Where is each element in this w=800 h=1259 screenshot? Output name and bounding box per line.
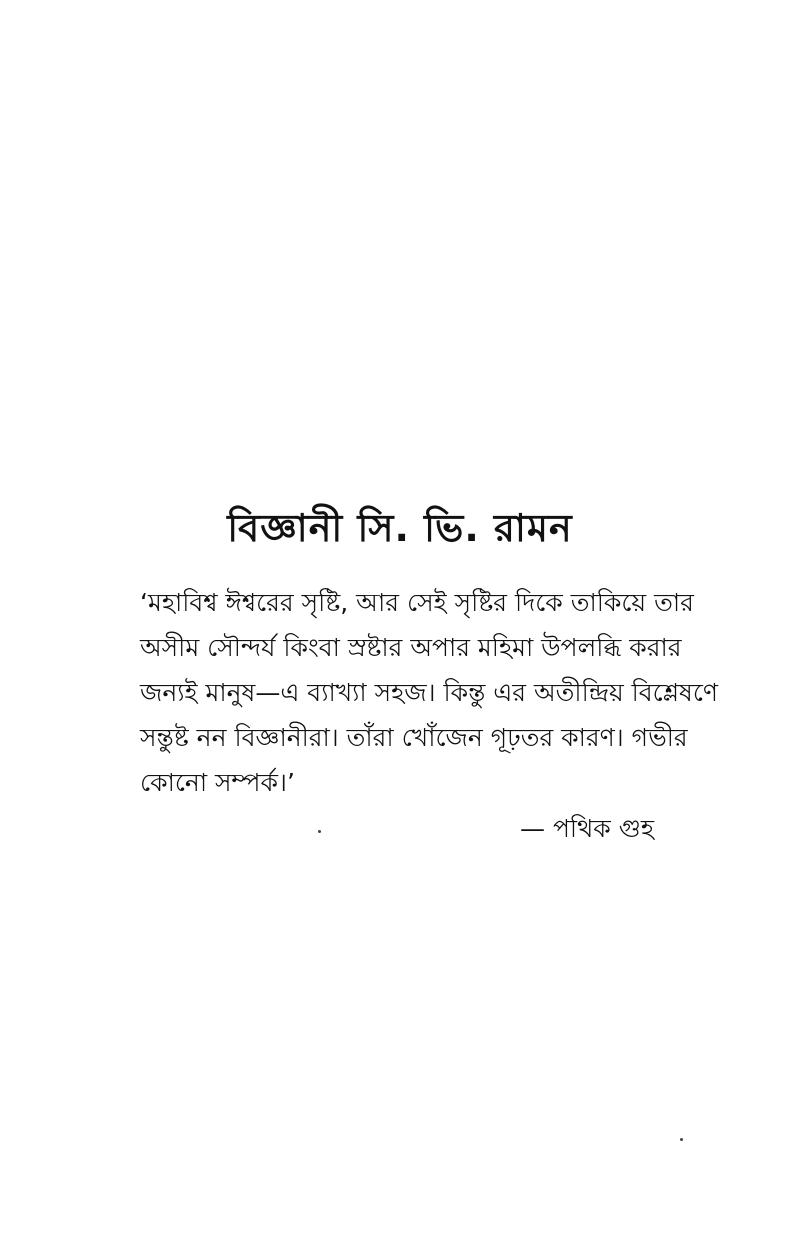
scan-speck — [318, 830, 321, 833]
page-title: বিজ্ঞানী সি. ভি. রামন — [227, 506, 573, 550]
quote-attribution: — পথিক গুহ — [520, 814, 655, 843]
scan-speck — [680, 1138, 683, 1141]
quote-line: কোনো সম্পর্ক।’ — [140, 768, 295, 797]
quote-line: অসীম সৌন্দর্য কিংবা স্রষ্টার অপার মহিমা উপলব্ধি করার — [140, 633, 682, 662]
quote-line: ‘মহাবিশ্ব ঈশ্বরের সৃষ্টি, আর সেই সৃষ্টির দিকে তাকিয়ে তার — [140, 588, 694, 617]
quote-line: সন্তুষ্ট নন বিজ্ঞানীরা। তাঁরা খোঁজেন গূঢ়তর কারণ। গভীর — [140, 723, 688, 752]
epigraph-quote — [140, 580, 718, 805]
quote-line: জন্যই মানুষ—এ ব্যাখ্যা সহজ। কিন্তু এর অতীন্দ্রিয় বিশ্লেষণে — [140, 678, 718, 707]
